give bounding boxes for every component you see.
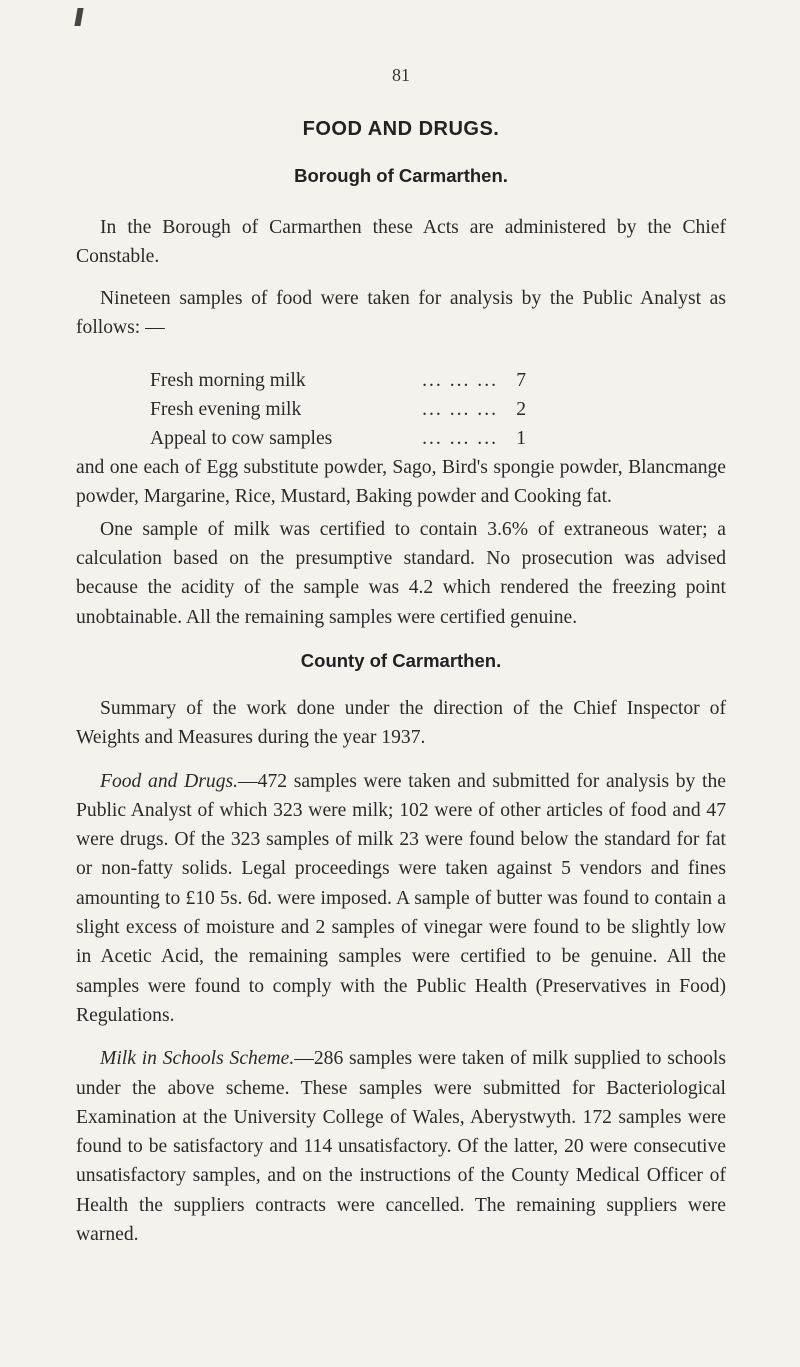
section-heading-county: County of Carmarthen.: [300, 649, 502, 671]
milk-schools-heading: Milk in Schools Scheme.: [100, 1048, 295, 1070]
list-item: [150, 395, 526, 424]
paragraph-administration: In the Borough of Carmarthen these Acts are administered by the Chief Constable.: [76, 217, 726, 268]
paragraph-samples-intro: Nineteen samples of food were taken for analysis by the Public Analyst as follows: —: [76, 287, 726, 338]
page-number: 81: [392, 65, 410, 85]
sample-label: Fresh evening milk: [150, 399, 302, 421]
leader-dots: ... ... ...: [422, 370, 498, 392]
sample-count: 1: [516, 428, 526, 450]
sample-count: 2: [516, 399, 526, 421]
list-item: [150, 424, 526, 453]
paragraph-summary: Summary of the work done under the direction of the Chief Inspector of Weights and Measures during the year 1937.: [76, 697, 726, 749]
leader-dots: ... ... ...: [422, 399, 498, 421]
leader-dots: ... ... ...: [422, 428, 498, 450]
list-item: [150, 366, 526, 395]
sample-label: Appeal to cow samples: [150, 428, 333, 450]
paragraph-milk-schools: [76, 1044, 726, 1249]
page-title: FOOD AND DRUGS.: [302, 118, 500, 140]
sample-label: Fresh morning milk: [150, 370, 306, 392]
food-drugs-heading: Food and Drugs.: [100, 770, 239, 792]
section-heading-borough: Borough of Carmarthen.: [294, 165, 508, 186]
document-page: [76, 0, 726, 1249]
food-drugs-text: —472 samples were taken and submitted for analysis by the Public Analyst of which 323 were milk; 102 were of other articles of food and 47 were drugs. Of the 323 samples of milk 23 were found below the standard for fat or non-fatty solids. Legal proceedings were taken against 5 vendors and fines amounting to £10 5s. 6d. were imposed. A sample of butter was found to contain a slight excess of moisture and 2 samples of vinegar were found to be slightly low in Acetic Acid, the remaining samples were certified to be genuine. All the samples were found to comply with the Public Health (Preservatives in Food) Regulations.: [76, 770, 726, 1026]
milk-schools-text: —286 samples were taken of milk supplied to schools under the above scheme. These samples were submitted for Bacteriological Examination at the University College of Wales, Aberystwyth. 172 samples were found to be satisfactory and 114 unsatisfactory. Of the latter, 20 were consecutive unsatisfactory samples, and on the instructions of the County Medical Officer of Health the suppliers contracts were cancelled. The remaining suppliers were warned.: [76, 1048, 726, 1246]
samples-list: [150, 366, 526, 453]
sample-count: 7: [516, 370, 526, 392]
paragraph-extraneous-water: One sample of milk was certified to contain 3.6% of extraneous water; a calculation based on the presumptive standard. No prosecution was advised because the acidity of the sample was 4.2 which rendered the freezing point unobtainable. All the remaining samples were certified genuine.: [76, 518, 726, 628]
paragraph-food-and-drugs: [76, 767, 726, 1031]
paragraph-other-samples: and one each of Egg substitute powder, Sago, Bird's spongie powder, Blancmange powder, Margarine, Rice, Mustard, Baking powder and Cooking fat.: [76, 457, 726, 508]
